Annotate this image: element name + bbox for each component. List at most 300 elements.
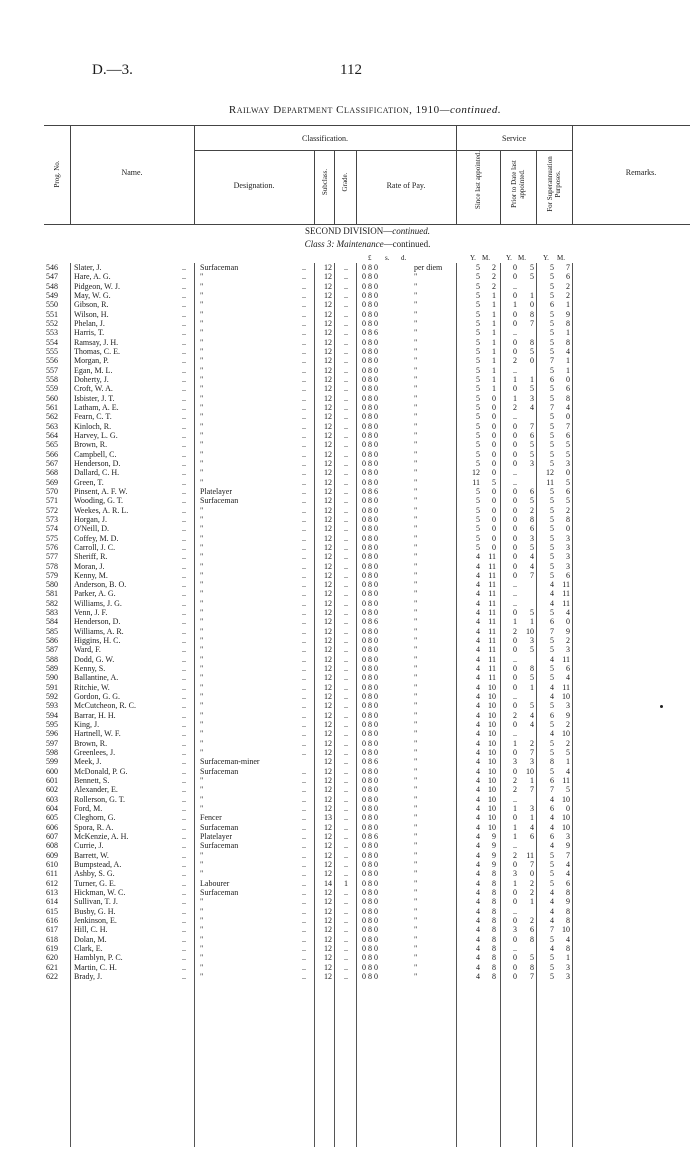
- cell-fy: 5: [550, 486, 554, 496]
- cell-d3: ..: [344, 869, 348, 879]
- cell-d1: ..: [182, 468, 186, 478]
- cell-sub: 12: [324, 580, 332, 590]
- cell-no: 560: [46, 393, 58, 403]
- cell-sm: 1: [492, 365, 496, 375]
- cell-des: ": [200, 636, 204, 646]
- cell-name: Latham, A. E.: [74, 402, 119, 412]
- cell-py: 3: [513, 757, 517, 767]
- cell-sy: 4: [476, 925, 480, 935]
- cell-d1: ..: [182, 617, 186, 627]
- cell-sub: 12: [324, 757, 332, 767]
- cell-d2: ..: [302, 869, 306, 879]
- cell-fm: 3: [566, 533, 570, 543]
- cell-d3: ..: [344, 757, 348, 767]
- cell-name: Henderson, D.: [74, 617, 121, 627]
- cell-d1: ..: [182, 934, 186, 944]
- cell-fm: 8: [566, 393, 570, 403]
- cell-py: 1: [513, 878, 517, 888]
- cell-fm: 5: [566, 785, 570, 795]
- cell-d1: ..: [182, 542, 186, 552]
- cell-sy: 4: [476, 598, 480, 608]
- cell-no: 590: [46, 673, 58, 683]
- table-row: [0, 589, 700, 598]
- cell-per: ": [414, 776, 418, 786]
- cell-d2: ..: [302, 822, 306, 832]
- cell-name: Barrar, H. H.: [74, 710, 116, 720]
- table-row: [0, 664, 700, 673]
- table-row: [0, 440, 700, 449]
- cell-fm: 2: [566, 290, 570, 300]
- table-row: [0, 757, 700, 766]
- cell-d2: ..: [302, 645, 306, 655]
- cell-pay: 0 8 0: [362, 290, 378, 300]
- cell-per: ": [414, 346, 418, 356]
- cell-pay: 0 8 0: [362, 878, 378, 888]
- cell-py: 2: [513, 776, 517, 786]
- cell-d2: ..: [302, 505, 306, 515]
- cell-py: 1: [513, 374, 517, 384]
- cell-per: ": [414, 841, 418, 851]
- cell-d3: ..: [344, 953, 348, 963]
- cell-no: 619: [46, 943, 58, 953]
- cell-per: ": [414, 533, 418, 543]
- cell-d3: ..: [344, 934, 348, 944]
- cell-d3: ..: [344, 533, 348, 543]
- cell-py: 0: [513, 971, 517, 981]
- cell-fm: 1: [566, 300, 570, 310]
- cell-d1: ..: [182, 794, 186, 804]
- cell-d2: ..: [302, 729, 306, 739]
- cell-d3: ..: [344, 897, 348, 907]
- cell-sy: 4: [476, 915, 480, 925]
- cell-name: Hamblyn, P. C.: [74, 953, 123, 963]
- cell-sy: 11: [472, 477, 480, 487]
- cell-no: 546: [46, 263, 58, 272]
- cell-fm: 3: [566, 962, 570, 972]
- table-row: [0, 925, 700, 934]
- table-row: [0, 636, 700, 645]
- cell-name: McDonald, P. G.: [74, 766, 128, 776]
- cell-d3: ..: [344, 365, 348, 375]
- cell-fy: 5: [550, 514, 554, 524]
- cell-sy: 4: [476, 962, 480, 972]
- cell-py: 0: [513, 766, 517, 776]
- unit-pounds: £: [368, 254, 372, 262]
- cell-per: ": [414, 794, 418, 804]
- cell-name: Ramsay, J. H.: [74, 337, 119, 347]
- cell-sub: 12: [324, 906, 332, 916]
- unit-months: M.: [482, 254, 490, 262]
- cell-pm: 11: [526, 850, 534, 860]
- cell-d1: ..: [182, 337, 186, 347]
- cell-pay: 0 8 0: [362, 272, 378, 282]
- cell-sy: 4: [476, 776, 480, 786]
- cell-per: ": [414, 757, 418, 767]
- cell-d3: ..: [344, 505, 348, 515]
- cell-d2: ..: [302, 766, 306, 776]
- cell-pm: 4: [530, 552, 534, 562]
- cell-py: 1: [513, 738, 517, 748]
- cell-des: ": [200, 915, 204, 925]
- col-prog-no: Prog. No.: [53, 160, 61, 188]
- cell-pay: 0 8 6: [362, 617, 378, 627]
- cell-fy: 8: [550, 757, 554, 767]
- cell-d3: ..: [344, 645, 348, 655]
- cell-pay: 0 8 6: [362, 486, 378, 496]
- cell-name: Ritchie, W.: [74, 682, 110, 692]
- cell-fy: 4: [550, 654, 554, 664]
- cell-pm: 5: [530, 645, 534, 655]
- cell-fy: 11: [546, 477, 554, 487]
- cell-pm: 0: [530, 300, 534, 310]
- cell-fy: 4: [550, 897, 554, 907]
- cell-d3: ..: [344, 561, 348, 571]
- cell-sm: 8: [492, 925, 496, 935]
- table-row: [0, 599, 700, 608]
- cell-no: 577: [46, 552, 58, 562]
- cell-d1: ..: [182, 925, 186, 935]
- table-row: [0, 729, 700, 738]
- cell-per: ": [414, 785, 418, 795]
- cell-d3: ..: [344, 486, 348, 496]
- cell-sm: 11: [488, 673, 496, 683]
- col-super: For Superannuation Purposes.: [546, 156, 562, 212]
- cell-sm: 8: [492, 934, 496, 944]
- cell-pay: 0 8 0: [362, 710, 378, 720]
- cell-sub: 12: [324, 971, 332, 981]
- cell-pay: 0 8 0: [362, 346, 378, 356]
- cell-py: ..: [513, 943, 517, 953]
- cell-no: 581: [46, 589, 58, 599]
- cell-per: ": [414, 617, 418, 627]
- cell-des: Fencer: [200, 813, 222, 823]
- cell-fy: 5: [550, 878, 554, 888]
- cell-sub: 12: [324, 449, 332, 459]
- cell-per: ": [414, 337, 418, 347]
- cell-py: 2: [513, 785, 517, 795]
- cell-d1: ..: [182, 738, 186, 748]
- cell-fy: 5: [550, 430, 554, 440]
- cell-per: ": [414, 496, 418, 506]
- cell-d3: ..: [344, 636, 348, 646]
- cell-py: 0: [513, 701, 517, 711]
- cell-des: ": [200, 664, 204, 674]
- cell-sub: 12: [324, 626, 332, 636]
- cell-sub: 12: [324, 673, 332, 683]
- cell-name: McCutcheon, R. C.: [74, 701, 136, 711]
- cell-sm: 1: [492, 346, 496, 356]
- cell-sy: 4: [476, 804, 480, 814]
- cell-no: 594: [46, 710, 58, 720]
- cell-d2: ..: [302, 318, 306, 328]
- cell-fy: 5: [550, 860, 554, 869]
- cell-sub: 12: [324, 505, 332, 515]
- cell-name: Kenny, M.: [74, 570, 108, 580]
- cell-no: 548: [46, 281, 58, 291]
- cell-py: 2: [513, 710, 517, 720]
- cell-sm: 2: [492, 263, 496, 272]
- cell-sm: 9: [492, 841, 496, 851]
- cell-per: ": [414, 953, 418, 963]
- cell-sm: 10: [488, 682, 496, 692]
- cell-per: ": [414, 897, 418, 907]
- cell-sy: 5: [476, 300, 480, 310]
- cell-no: 547: [46, 272, 58, 282]
- cell-sm: 11: [488, 570, 496, 580]
- cell-name: Williams, J. G.: [74, 598, 122, 608]
- cell-d3: ..: [344, 673, 348, 683]
- cell-d1: ..: [182, 673, 186, 683]
- cell-fy: 4: [550, 598, 554, 608]
- cell-pay: 0 8 0: [362, 636, 378, 646]
- cell-des: ": [200, 477, 204, 487]
- cell-d2: ..: [302, 776, 306, 786]
- cell-sm: 9: [492, 850, 496, 860]
- cell-py: ..: [513, 412, 517, 422]
- cell-no: 614: [46, 897, 58, 907]
- cell-des: ": [200, 337, 204, 347]
- cell-pm: 3: [530, 393, 534, 403]
- cell-sub: 12: [324, 785, 332, 795]
- cell-pay: 0 8 0: [362, 300, 378, 310]
- cell-name: Ford, M.: [74, 804, 103, 814]
- cell-sy: 5: [476, 514, 480, 524]
- table-row: [0, 515, 700, 524]
- cell-sub: 12: [324, 290, 332, 300]
- cell-d1: ..: [182, 290, 186, 300]
- cell-d1: ..: [182, 533, 186, 543]
- cell-no: 550: [46, 300, 58, 310]
- cell-d2: ..: [302, 915, 306, 925]
- cell-fy: 6: [550, 300, 554, 310]
- cell-d1: ..: [182, 953, 186, 963]
- table-row: [0, 776, 700, 785]
- cell-des: Surfaceman: [200, 887, 239, 897]
- cell-name: Hartnell, W. F.: [74, 729, 121, 739]
- cell-name: Dallard, C. H.: [74, 468, 120, 478]
- cell-d1: ..: [182, 608, 186, 618]
- cell-no: 567: [46, 458, 58, 468]
- cell-fy: 5: [550, 962, 554, 972]
- cell-sy: 4: [476, 654, 480, 664]
- cell-pay: 0 8 0: [362, 580, 378, 590]
- cell-d2: ..: [302, 309, 306, 319]
- cell-sy: 4: [476, 943, 480, 953]
- cell-des: ": [200, 272, 204, 282]
- cell-d3: ..: [344, 589, 348, 599]
- cell-name: Gibson, R.: [74, 300, 109, 310]
- cell-per: ": [414, 720, 418, 730]
- cell-per: per diem: [414, 263, 443, 272]
- cell-d1: ..: [182, 915, 186, 925]
- cell-des: ": [200, 748, 204, 758]
- cell-py: 0: [513, 524, 517, 534]
- cell-no: 556: [46, 356, 58, 366]
- cell-name: Wooding, G. T.: [74, 496, 124, 506]
- cell-name: Harvey, L. G.: [74, 430, 118, 440]
- table-row: [0, 263, 700, 272]
- cell-no: 582: [46, 598, 58, 608]
- cell-fm: 7: [566, 421, 570, 431]
- cell-pay: 0 8 0: [362, 561, 378, 571]
- cell-fm: 4: [566, 402, 570, 412]
- cell-name: Hill, C. H.: [74, 925, 108, 935]
- cell-per: ": [414, 356, 418, 366]
- cell-d3: ..: [344, 906, 348, 916]
- cell-pay: 0 8 0: [362, 533, 378, 543]
- cell-des: ": [200, 925, 204, 935]
- cell-d1: ..: [182, 449, 186, 459]
- cell-sm: 0: [492, 421, 496, 431]
- cell-name: Williams, A. R.: [74, 626, 124, 636]
- cell-py: ..: [513, 328, 517, 338]
- cell-d2: ..: [302, 365, 306, 375]
- cell-fy: 5: [550, 421, 554, 431]
- cell-per: ": [414, 290, 418, 300]
- col-divider: [334, 150, 335, 224]
- cell-no: 588: [46, 654, 58, 664]
- cell-per: ": [414, 962, 418, 972]
- cell-per: ": [414, 486, 418, 496]
- cell-sy: 4: [476, 561, 480, 571]
- cell-sub: 12: [324, 822, 332, 832]
- cell-fm: 1: [566, 356, 570, 366]
- cell-d1: ..: [182, 281, 186, 291]
- cell-sub: 12: [324, 636, 332, 646]
- cell-no: 553: [46, 328, 58, 338]
- cell-per: ": [414, 645, 418, 655]
- cell-fm: 6: [566, 570, 570, 580]
- cell-des: ": [200, 738, 204, 748]
- cell-sy: 4: [476, 617, 480, 627]
- cell-sub: 12: [324, 570, 332, 580]
- cell-name: Coffey, M. D.: [74, 533, 119, 543]
- cell-py: 0: [513, 748, 517, 758]
- cell-pay: 0 8 6: [362, 757, 378, 767]
- cell-py: 0: [513, 897, 517, 907]
- cell-per: ": [414, 915, 418, 925]
- cell-fm: 3: [566, 458, 570, 468]
- cell-d2: ..: [302, 496, 306, 506]
- cell-name: Kenny, S.: [74, 664, 106, 674]
- cell-pay: 0 8 0: [362, 477, 378, 487]
- table-row: [0, 617, 700, 626]
- cell-sm: 0: [492, 412, 496, 422]
- cell-d2: ..: [302, 710, 306, 720]
- cell-name: Isbister, J. T.: [74, 393, 115, 403]
- cell-no: 549: [46, 290, 58, 300]
- cell-sy: 4: [476, 608, 480, 618]
- cell-sm: 11: [488, 598, 496, 608]
- cell-pay: 0 8 0: [362, 384, 378, 394]
- cell-pm: 3: [530, 804, 534, 814]
- cell-d1: ..: [182, 384, 186, 394]
- cell-d1: ..: [182, 440, 186, 450]
- cell-sm: 1: [492, 309, 496, 319]
- cell-sub: 12: [324, 766, 332, 776]
- cell-d3: ..: [344, 626, 348, 636]
- cell-no: 570: [46, 486, 58, 496]
- cell-fm: 6: [566, 384, 570, 394]
- cell-fm: 0: [566, 524, 570, 534]
- cell-d2: ..: [302, 934, 306, 944]
- cell-d1: ..: [182, 720, 186, 730]
- cell-fy: 4: [550, 589, 554, 599]
- cell-name: Doherty, J.: [74, 374, 109, 384]
- cell-fy: 4: [550, 682, 554, 692]
- cell-sub: 12: [324, 272, 332, 282]
- cell-py: 1: [513, 804, 517, 814]
- cell-fm: 0: [566, 617, 570, 627]
- col-divider: [500, 150, 501, 224]
- cell-sy: 12: [472, 468, 480, 478]
- cell-d1: ..: [182, 486, 186, 496]
- cell-fy: 4: [550, 822, 554, 832]
- cell-d2: ..: [302, 486, 306, 496]
- cell-pm: 5: [530, 953, 534, 963]
- cell-d2: ..: [302, 337, 306, 347]
- cell-pm: 1: [530, 682, 534, 692]
- cell-d2: ..: [302, 514, 306, 524]
- col-divider: [572, 126, 573, 224]
- cell-sm: 8: [492, 943, 496, 953]
- cell-pm: 8: [530, 664, 534, 674]
- cell-d1: ..: [182, 897, 186, 907]
- cell-d1: ..: [182, 328, 186, 338]
- cell-name: Turner, G. E.: [74, 878, 116, 888]
- cell-d3: ..: [344, 776, 348, 786]
- cell-pay: 0 8 0: [362, 356, 378, 366]
- cell-pay: 0 8 0: [362, 281, 378, 291]
- table-row: [0, 580, 700, 589]
- cell-pay: 0 8 0: [362, 645, 378, 655]
- cell-sub: 12: [324, 440, 332, 450]
- cell-d1: ..: [182, 318, 186, 328]
- cell-py: 0: [513, 552, 517, 562]
- cell-fy: 5: [550, 384, 554, 394]
- cell-pm: 5: [530, 673, 534, 683]
- cell-no: 606: [46, 822, 58, 832]
- cell-sub: 12: [324, 542, 332, 552]
- cell-pm: 1: [530, 617, 534, 627]
- cell-fy: 4: [550, 813, 554, 823]
- cell-d2: ..: [302, 813, 306, 823]
- cell-sub: 12: [324, 346, 332, 356]
- cell-d3: ..: [344, 962, 348, 972]
- cell-sm: 0: [492, 505, 496, 515]
- cell-fm: 3: [566, 645, 570, 655]
- cell-sub: 12: [324, 720, 332, 730]
- cell-d2: ..: [302, 430, 306, 440]
- cell-no: 611: [46, 869, 58, 879]
- cell-py: 0: [513, 962, 517, 972]
- cell-d1: ..: [182, 421, 186, 431]
- cell-fy: 5: [550, 458, 554, 468]
- cell-sm: 11: [488, 645, 496, 655]
- cell-des: ": [200, 421, 204, 431]
- cell-d1: ..: [182, 365, 186, 375]
- cell-d3: ..: [344, 766, 348, 776]
- cell-sm: 10: [488, 776, 496, 786]
- cell-des: ": [200, 365, 204, 375]
- cell-no: 571: [46, 496, 58, 506]
- cell-d2: ..: [302, 785, 306, 795]
- cell-fy: 5: [550, 869, 554, 879]
- cell-sy: 5: [476, 281, 480, 291]
- cell-sm: 1: [492, 384, 496, 394]
- cell-sm: 0: [492, 468, 496, 478]
- cell-no: 552: [46, 318, 58, 328]
